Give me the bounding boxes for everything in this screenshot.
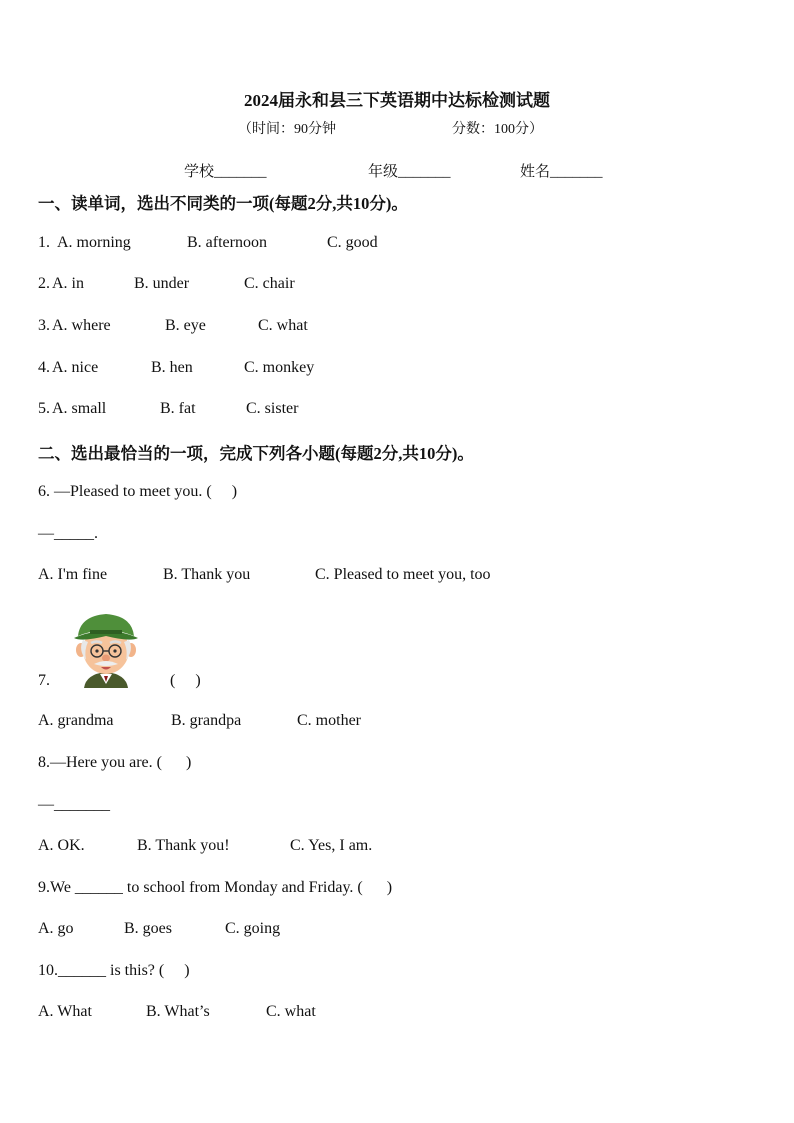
option-b: B. goes (124, 920, 172, 937)
option-b: B. Thank you! (137, 837, 230, 854)
question-number: 5. (38, 400, 50, 417)
question-number: 1. (38, 234, 54, 251)
option-c: C. monkey (244, 359, 315, 376)
section-2-title: 二、选出最恰当的一项，完成下列各小题(每题2分,共10分)。 (38, 444, 474, 463)
section-1-title: 一、读单词，选出不同类的一项(每题2分,共10分)。 (38, 194, 408, 213)
exam-time: （时间：90分钟 (238, 122, 336, 137)
question-number: 7. (38, 672, 50, 689)
option-c: C. Yes, I am. (290, 837, 373, 854)
option-c: C. sister (246, 400, 299, 417)
option-a: A. grandma (38, 712, 114, 729)
option-a: A. morning (57, 234, 131, 251)
question-number: 2. (38, 275, 50, 292)
question-stem: 6. —Pleased to meet you. ( ) (38, 483, 238, 500)
school-field: 学校_______ (184, 164, 267, 180)
option-a: A. in (52, 275, 84, 292)
name-field: 姓名_______ (520, 164, 603, 180)
question-stem: 9.We ______ to school from Monday and Friday. ( ) (38, 879, 393, 896)
option-b: B. What’s (146, 1003, 210, 1020)
option-c: C. chair (244, 275, 295, 292)
option-c: C. Pleased to meet you, too (315, 566, 491, 583)
option-c: C. what (258, 317, 308, 334)
option-b: B. under (134, 275, 190, 292)
answer-blank: —_______ (38, 796, 110, 813)
option-a: A. where (52, 317, 111, 334)
option-c: C. what (266, 1003, 316, 1020)
question-stem: 10.______ is this? ( ) (38, 962, 190, 979)
question-stem: 8.—Here you are. ( ) (38, 754, 192, 771)
option-b: B. hen (151, 359, 193, 376)
option-b: B. Thank you (163, 566, 251, 583)
option-a: A. OK. (38, 837, 85, 854)
grandpa-illustration (70, 606, 142, 688)
option-a: A. go (38, 920, 74, 937)
option-b: B. grandpa (171, 712, 242, 729)
answer-blank: —_____. (38, 525, 98, 542)
exam-title: 2024届永和县三下英语期中达标检测试题 (244, 91, 550, 110)
option-c: C. going (225, 920, 281, 937)
question-number: 4. (38, 359, 50, 376)
option-a: A. nice (52, 359, 99, 376)
answer-paren: ( ) (170, 672, 201, 689)
option-b: B. eye (165, 317, 206, 334)
grade-field: 年级_______ (368, 164, 451, 180)
option-b: B. afternoon (187, 234, 267, 251)
option-c: C. good (327, 234, 378, 251)
option-a: A. I'm fine (38, 566, 108, 583)
exam-score: 分数：100分） (452, 122, 543, 137)
option-c: C. mother (297, 712, 361, 729)
option-a: A. What (38, 1003, 92, 1020)
option-a: A. small (52, 400, 107, 417)
question-number: 3. (38, 317, 50, 334)
option-b: B. fat (160, 400, 196, 417)
